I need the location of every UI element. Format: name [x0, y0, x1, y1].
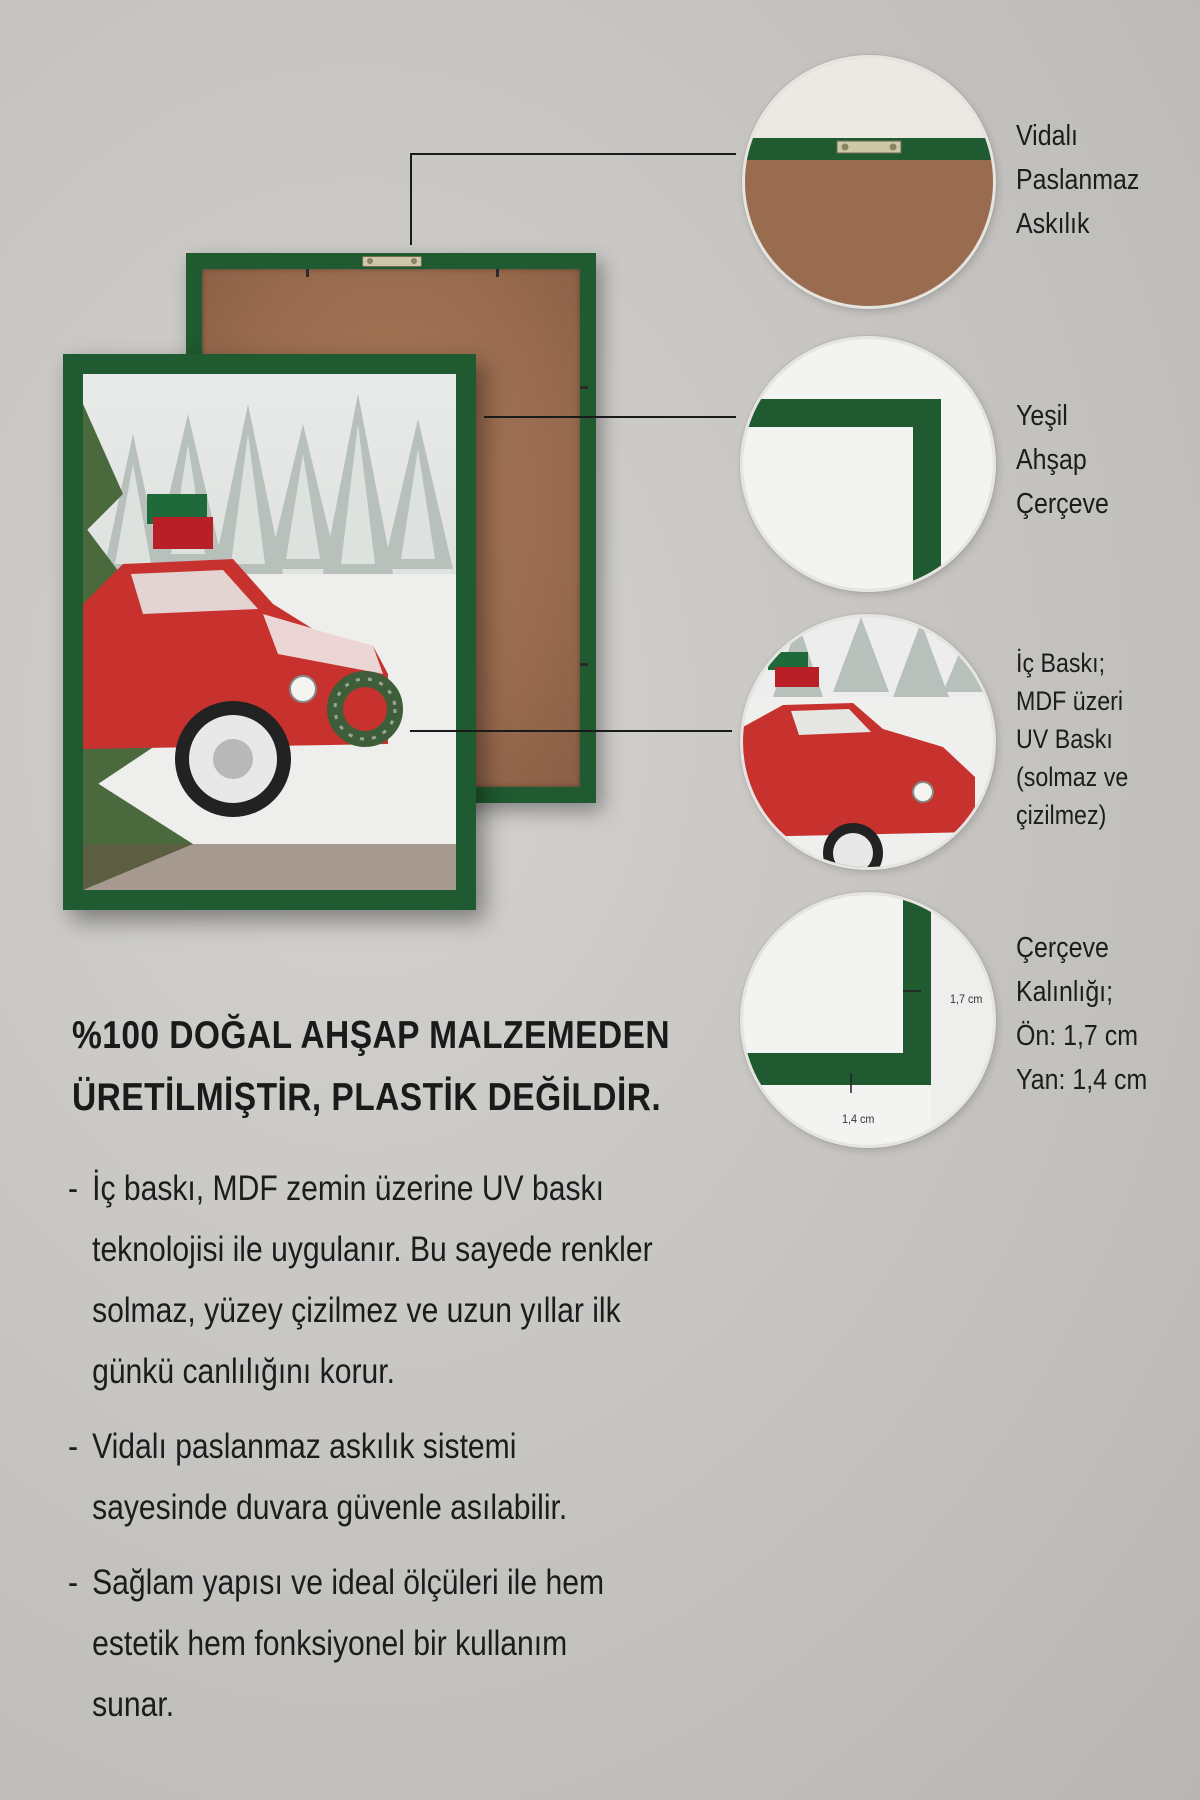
- leader-line-hanger: [410, 153, 736, 155]
- detail-circle-frame: [740, 336, 996, 592]
- leader-line-hanger: [410, 153, 412, 245]
- heading-line: ÜRETİLMİŞTİR, PLASTİK DEĞİLDİR.: [72, 1076, 662, 1119]
- bullet-line: günkü canlılığını korur.: [92, 1352, 395, 1391]
- heading-line: %100 DOĞAL AHŞAP MALZEMEDEN: [72, 1014, 671, 1057]
- detail-circle-thickness: [740, 892, 996, 1148]
- callout-line: Ön: 1,7 cm: [1016, 1020, 1138, 1052]
- bullet-line: Sağlam yapısı ve ideal ölçüleri ile hem: [92, 1563, 605, 1602]
- callout-line: Kalınlığı;: [1016, 976, 1114, 1008]
- callout-label-hanger: [1016, 114, 1139, 246]
- side-thickness-dimension: 1,4 cm: [842, 1112, 875, 1126]
- back-clip: [306, 269, 309, 277]
- christmas-car-print: [83, 374, 456, 890]
- callout-line: Çerçeve: [1016, 488, 1109, 520]
- callout-label-frame: [1016, 394, 1109, 526]
- callout-line: çizilmez): [1016, 800, 1107, 830]
- callout-line: UV Baskı: [1016, 724, 1113, 754]
- callout-line: İç Baskı;: [1016, 648, 1106, 678]
- list-item: [68, 1158, 704, 1402]
- callout-label-thickness: [1016, 926, 1147, 1102]
- bullet-line: estetik hem fonksiyonel bir kullanım: [92, 1624, 568, 1663]
- bullet-line: sayesinde duvara güvenle asılabilir.: [92, 1488, 568, 1527]
- bullet-dash: -: [68, 1427, 79, 1466]
- bullet-dash: -: [68, 1169, 79, 1208]
- back-clip: [496, 269, 499, 277]
- leader-line-frame: [484, 416, 736, 418]
- callout-line: MDF üzeri: [1016, 686, 1124, 716]
- list-item: [68, 1552, 704, 1735]
- leader-line-print: [410, 730, 732, 732]
- back-clip: [580, 663, 588, 666]
- front-thickness-dimension: 1,7 cm: [950, 992, 983, 1006]
- bullet-dash: -: [68, 1563, 79, 1602]
- callout-line: (solmaz ve: [1016, 762, 1129, 792]
- feature-list: [68, 1158, 808, 1749]
- detail-circle-hanger: [742, 55, 996, 309]
- front-frame: [63, 354, 476, 910]
- callout-label-print: [1016, 644, 1128, 834]
- callout-line: Ahşap: [1016, 444, 1087, 476]
- list-item: [68, 1416, 704, 1538]
- callout-line: Çerçeve: [1016, 932, 1109, 964]
- bullet-line: Vidalı paslanmaz askılık sistemi: [92, 1427, 517, 1466]
- red-car-snow-illustration: [83, 374, 456, 890]
- main-heading: [72, 1005, 670, 1129]
- sawtooth-hanger-icon: [362, 256, 422, 267]
- bullet-line: solmaz, yüzey çizilmez ve uzun yıllar ilk: [92, 1291, 621, 1330]
- bullet-line: İç baskı, MDF zemin üzerine UV baskı: [92, 1169, 604, 1208]
- callout-line: Vidalı: [1016, 120, 1078, 152]
- detail-circle-print: [740, 614, 996, 870]
- callout-line: Yeşil: [1016, 400, 1068, 432]
- callout-line: Askılık: [1016, 208, 1090, 240]
- back-clip: [580, 386, 588, 389]
- callout-line: Paslanmaz: [1016, 164, 1140, 196]
- bullet-line: sunar.: [92, 1685, 175, 1724]
- callout-line: Yan: 1,4 cm: [1016, 1064, 1148, 1096]
- bullet-line: teknolojisi ile uygulanır. Bu sayede renkler: [92, 1230, 653, 1269]
